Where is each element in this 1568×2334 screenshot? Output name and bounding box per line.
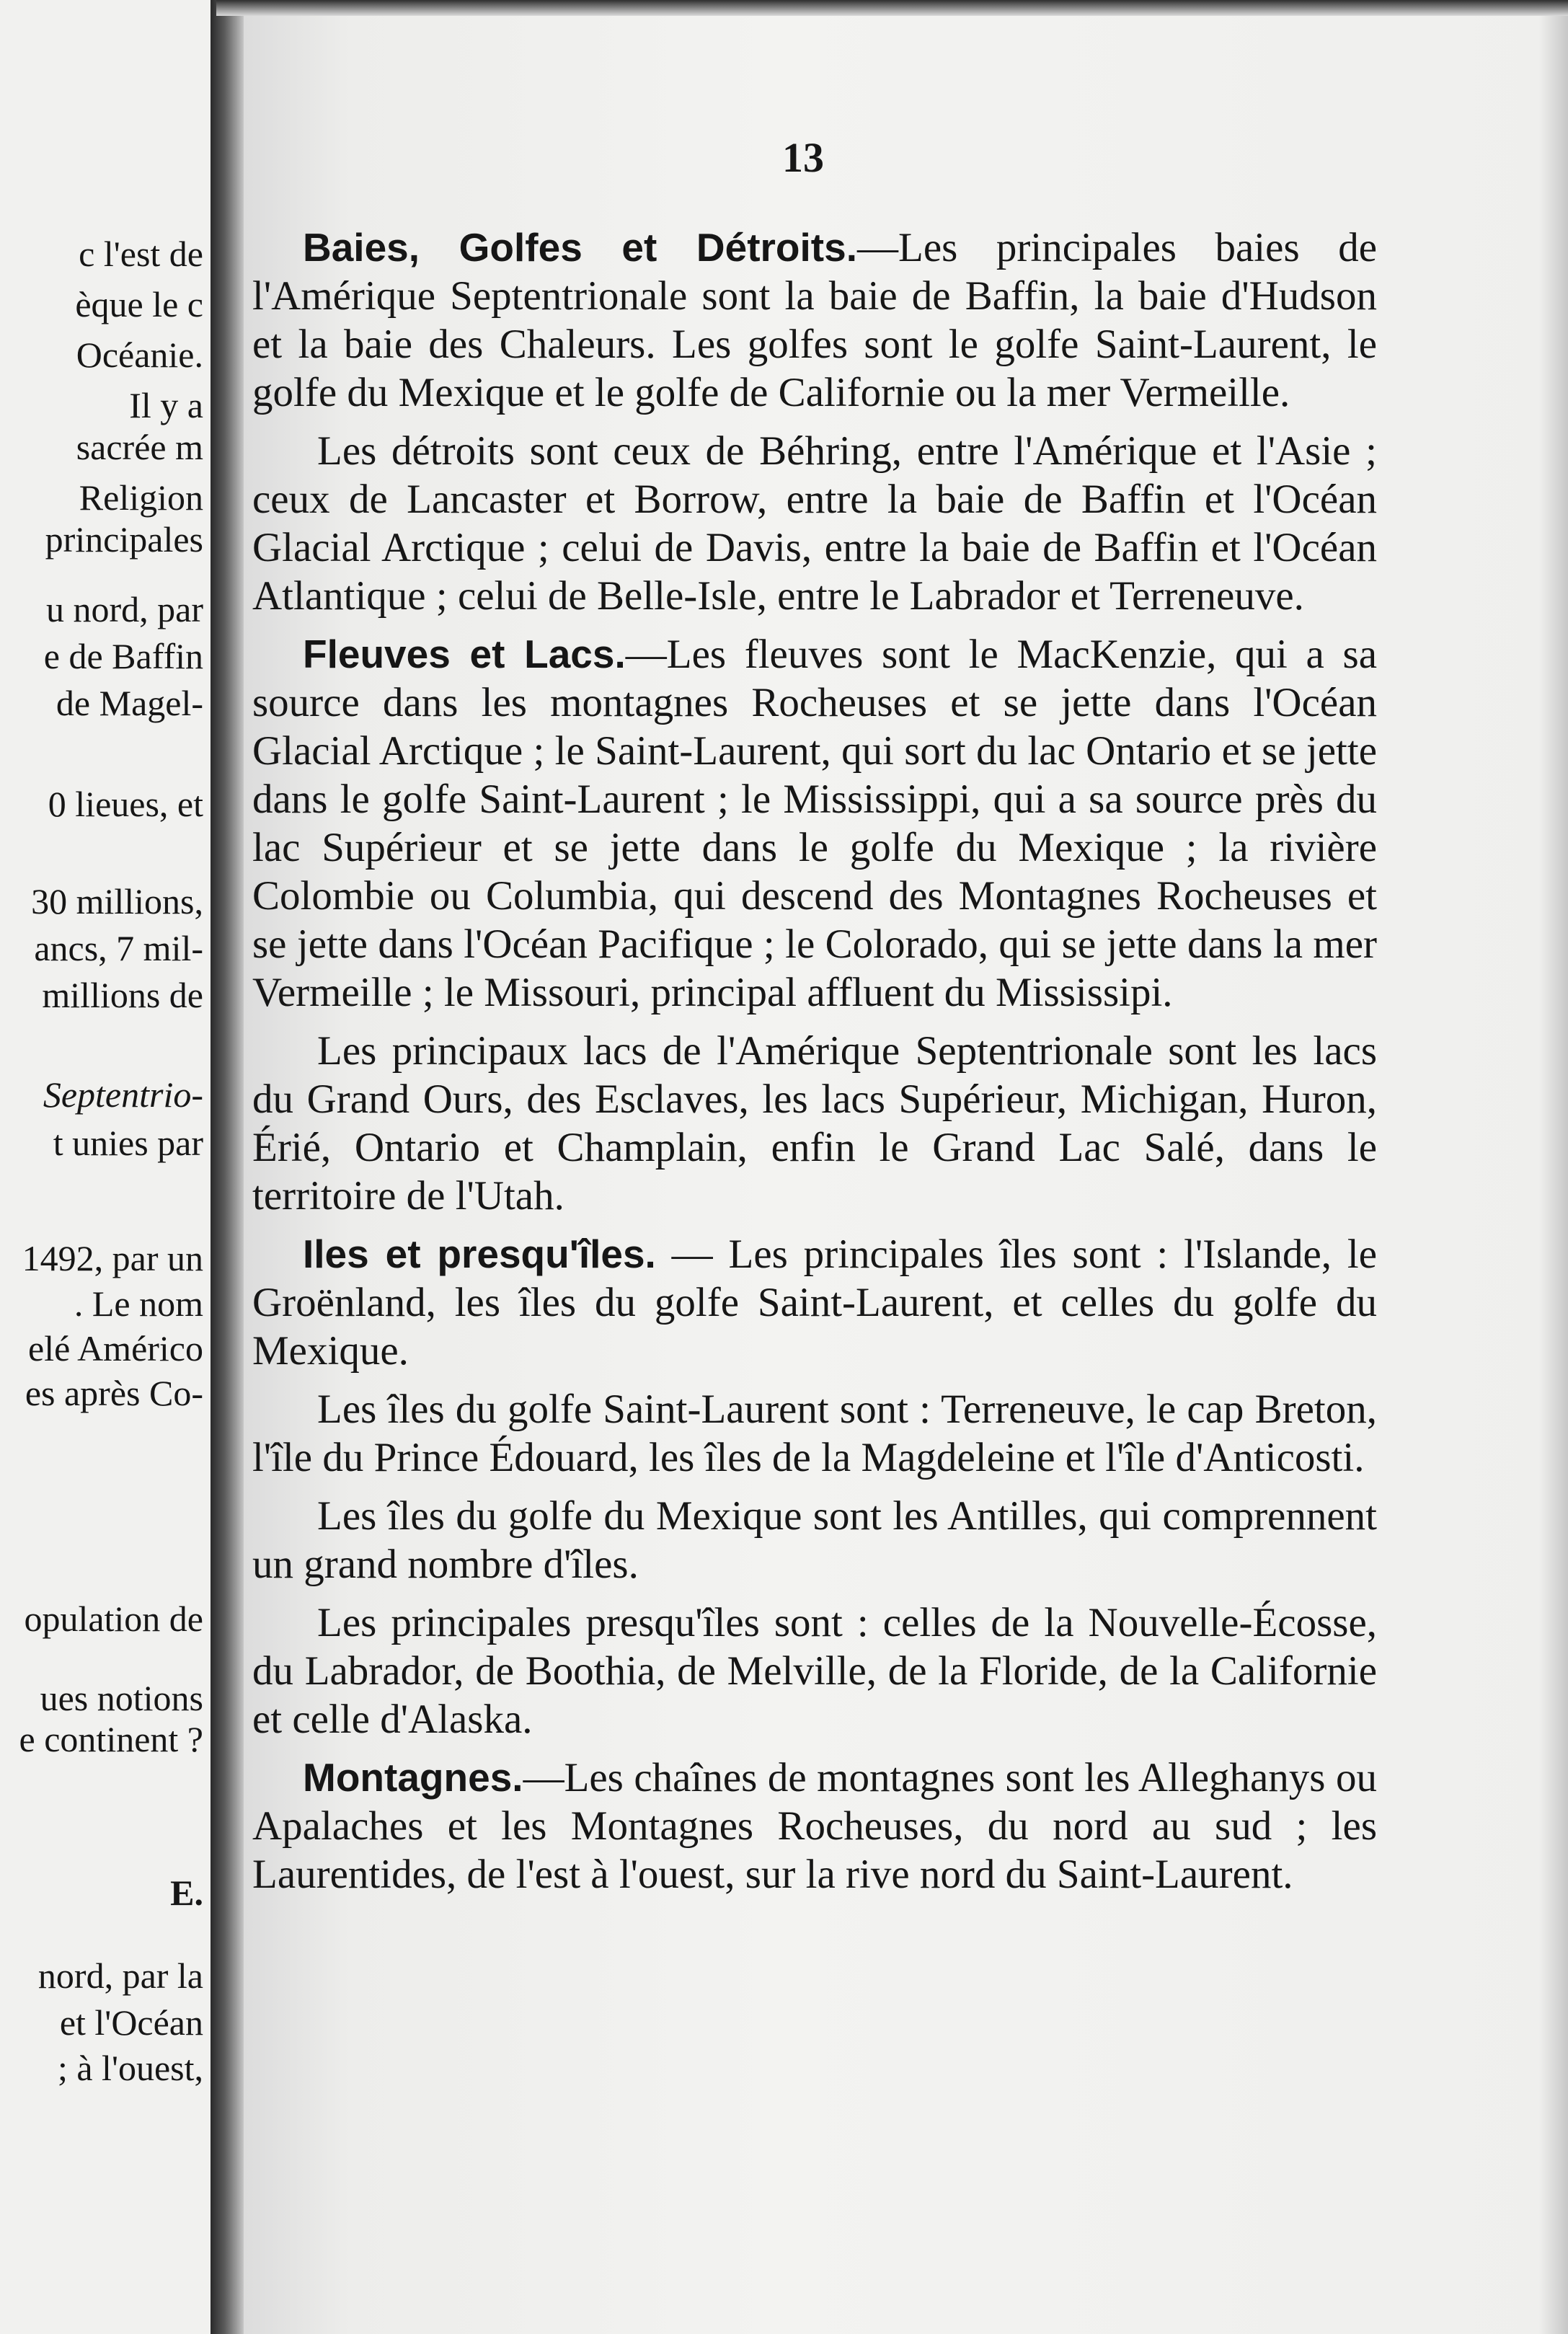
- section-heading-iles: Iles et presqu'îles.: [303, 1232, 656, 1276]
- paragraph-iles-saint-laurent: Les îles du golfe Saint-Laurent sont : Terreneuve, le cap Breton, l'île du Prince Édouard, les îles de la Magdeleine et l'île d'Anticosti.: [252, 1387, 1377, 1480]
- page-text: [252, 224, 1377, 1909]
- left-line: t unies par: [53, 1123, 203, 1163]
- left-line: et l'Océan: [59, 2002, 203, 2043]
- left-line: sacrée m: [76, 427, 203, 467]
- left-line: ; à l'ouest,: [57, 2048, 203, 2088]
- left-line: es après Co-: [25, 1373, 203, 1413]
- left-line: Religion: [79, 477, 203, 518]
- left-page: [0, 0, 216, 2334]
- left-line: Océanie.: [76, 335, 203, 375]
- paragraph-fleuves: [252, 630, 1377, 1017]
- left-line: de Magel-: [56, 683, 203, 723]
- left-line: principales: [45, 519, 203, 560]
- left-line: E.: [170, 1873, 203, 1913]
- section-heading-baies: Baies, Golfes et Détroits.: [303, 225, 857, 270]
- left-line: nord, par la: [37, 1955, 203, 1996]
- paragraph-presquiles: Les principales presqu'îles sont : celles de la Nouvelle-Écosse, du Labrador, de Boothia, de Melville, de la Floride, de la Californie et celle d'Alaska.: [252, 1600, 1377, 1742]
- paragraph-text: —Les fleuves sont le MacKenzie, qui a sa source dans les montagnes Rocheuses et se jette dans l'Océan Glacial Arctique ; le Saint-Laurent, qui sort du lac Ontario et se jette dans le golfe Saint-Laurent ; le Mississippi, qui a sa source près du lac Supérieur et se jette dans le golfe du Mexique ; la rivière Colombie ou Columbia, qui descend des Montagnes Rocheuses et se jette dans l'Océan Pacifique ; le Colorado, qui se jette dans la mer Vermeille ; le Missouri, principal affluent du Mississipi.: [252, 632, 1377, 1015]
- left-line: Septentrio-: [43, 1074, 203, 1115]
- left-line: 30 millions,: [31, 881, 203, 921]
- left-line: e continent ?: [19, 1719, 203, 1759]
- paragraph-montagnes: [252, 1754, 1377, 1898]
- left-line: 0 lieues, et: [48, 784, 203, 824]
- left-line: u nord, par: [46, 589, 203, 629]
- page-edge: [1539, 0, 1568, 2334]
- paragraph-iles-mexique: Les îles du golfe du Mexique sont les Antilles, qui comprennent un grand nombre d'îles.: [252, 1493, 1377, 1587]
- left-line: c l'est de: [79, 234, 203, 274]
- paragraph-text: — Les principales îles sont : l'Islande, le Groënland, les îles du golfe Saint-Laurent, et celles du golfe du Mexique.: [252, 1232, 1377, 1374]
- paragraph-text: —Les chaînes de montagnes sont les Alleghanys ou Apalaches et les Montagnes Rocheuses, du nord au sud ; les Laurentides, de l'est à l'ouest, sur la rive nord du Saint-Laurent.: [252, 1755, 1377, 1897]
- paragraph-lacs: Les principaux lacs de l'Amérique Septentrionale sont les lacs du Grand Ours, des Esclaves, les lacs Supérieur, Michigan, Huron, Érié, Ontario et Champlain, enfin le Grand Lac Salé, dans le territoire de l'Utah.: [252, 1028, 1377, 1219]
- left-line: èque le c: [75, 284, 203, 324]
- left-line: opulation de: [24, 1599, 203, 1639]
- paragraph-text: —Les principales baies de l'Amérique Septentrionale sont la baie de Baffin, la baie d'Hudson et la baie des Chaleurs. Les golfes sont le golfe Saint-Laurent, le golfe du Mexique et le golfe de Californie ou la mer Vermeille.: [252, 225, 1377, 415]
- section-heading-montagnes: Montagnes.: [303, 1755, 523, 1800]
- paragraph-detroits: Les détroits sont ceux de Béhring, entre l'Amérique et l'Asie ; ceux de Lancaster et Borrow, entre la baie de Baffin et l'Océan Glacial Arctique ; celui de Davis, entre la baie de Baffin et l'Océan Atlantique ; celui de Belle-Isle, entre le Labrador et Terreneuve.: [252, 428, 1377, 619]
- left-line: ues notions: [40, 1678, 203, 1718]
- page-top-shadow: [216, 0, 1568, 16]
- left-line: millions de: [42, 975, 203, 1015]
- left-line: ancs, 7 mil-: [34, 928, 203, 968]
- left-line: Il y a: [129, 385, 203, 425]
- paragraph-baies: [252, 224, 1377, 417]
- left-line: e de Baffin: [43, 636, 203, 676]
- book-gutter: [211, 0, 245, 2334]
- left-line: elé Américo: [28, 1328, 203, 1369]
- left-line: 1492, par un: [22, 1238, 203, 1278]
- paragraph-iles: [252, 1230, 1377, 1375]
- left-line: . Le nom: [74, 1283, 203, 1324]
- page-number: 13: [782, 134, 824, 181]
- section-heading-fleuves: Fleuves et Lacs.: [303, 632, 626, 676]
